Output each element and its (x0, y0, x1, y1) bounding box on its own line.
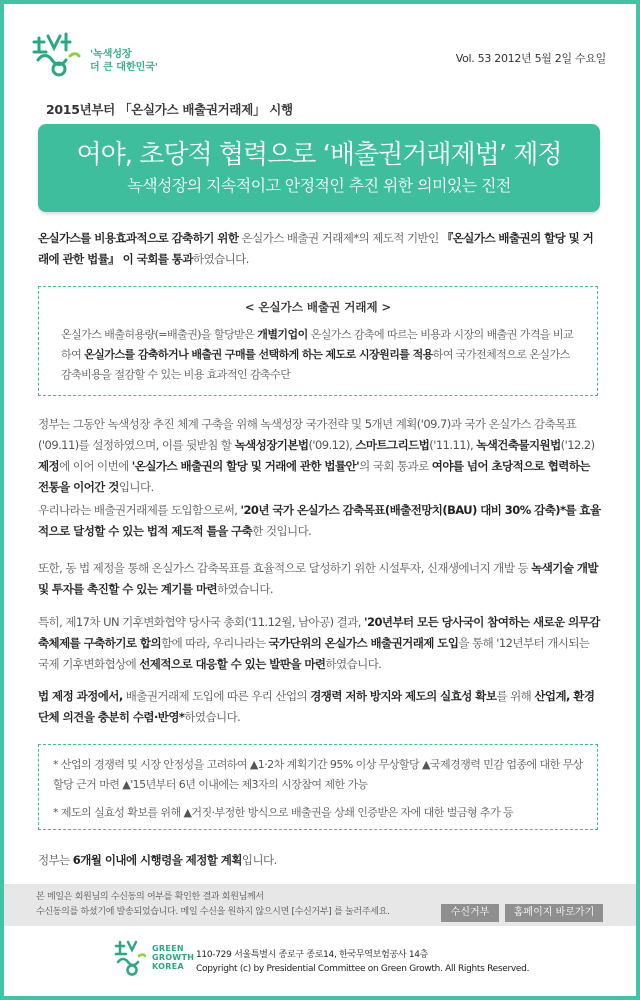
paragraph-international: 특히, 제17차 UN 기후변화협약 당사국 총회('11.12월, 남아공) 결과, '20년부터 모든 당사국이 참여하는 새로운 의무감축체제를 구축하기로 합의함에 따라, 우리나라는 국가단위의 온실가스 배출권거래제 도입을 통해 '12년부터 개시되는 국제 기후변화협상에 선제적으로 대응할 수 있는 발판을 마련하였습니다. (38, 615, 600, 671)
footer-notice-bar (4, 884, 636, 926)
unsubscribe-button[interactable]: 수신거부 (441, 904, 499, 922)
paragraph-legislation: 법 제정 과정에서, 배출권거래제 도입에 따른 우리 산업의 경쟁력 저하 방지와 제도의 실효성 확보를 위해 산업계, 환경단체 의견을 충분히 수렴·반영*하였습니다. (38, 689, 595, 724)
unsubscribe-notice (36, 890, 390, 920)
paragraph-history: 정부는 그동안 녹색성장 추진 체계 구축을 위해 녹색성장 국가전략 및 5개년 계획('09.7)과 국가 온실가스 감축목표 ('09.11)를 설정하였으며, 이를 뒷받침 할 녹색성장기본법('09.12), 스마트그리드법('11.11), 녹색건축물지원법('12.2) 제정에 이어 이번에 '온실가스 배출권의 할당 및 거래에 관한 법률안'의 국회 통과로 여야를 넘어 초당적으로 협력하는 전통을 이어간 것입니다. (38, 417, 595, 494)
headline-subtitle: 녹색성장의 지속적이고 안정적인 추진 위한 의미있는 진전 (127, 176, 511, 195)
intro-heading: 2015년부터 「온실가스 배출권거래제」 시행 (46, 102, 293, 117)
wordmark-line: GREEN (152, 944, 184, 953)
green-growth-logo-icon (26, 28, 86, 78)
wordmark-line: GROWTH (152, 953, 195, 962)
footer-address-block (196, 948, 529, 976)
footnote-box (38, 744, 598, 830)
definition-caption: < 온실가스 배출권 거래제 > (244, 300, 392, 314)
footer-info (4, 926, 636, 996)
footnote: * 산업의 경쟁력 및 시장 안정성을 고려하여 ▲1·2차 계획기간 95% 이상 무상할당 ▲국제경쟁력 민감 업종에 대한 무상할당 근거 마련 ▲'15년부터 6년 이내에는 제3자의 시장참여 제한 가능 (53, 758, 583, 791)
slogan-line: 더 큰 대한민국' (90, 62, 158, 73)
definition-text: 온실가스 배출허용량(=배출권)을 할당받은 개별기업이 온실가스 감축에 따르는 비용과 시장의 배출권 가격을 비교하여 온실가스를 감축하거나 배출권 구매를 선택하게 하는 제도로 시장원리를 적용하여 국가전체적으로 온실가스 감축비용을 절감할 수 있는 비용 효과적인 감축수단 (61, 328, 574, 381)
green-growth-korea-logo-icon (112, 936, 148, 978)
slogan-line: '녹색성장 (90, 49, 132, 60)
notice-line: 본 메일은 회원님의 수신동의 여부를 확인한 결과 회원님께서 (36, 892, 264, 902)
slogan (90, 48, 158, 74)
paragraph-investment: 또한, 동 법 제정을 통해 온실가스 감축목표를 효율적으로 달성하기 위한 시설투자, 신재생에너지 개발 등 녹색기술 개발 및 투자를 촉진할 수 있는 계기를 마련하였습니다. (38, 561, 598, 596)
footnote: * 제도의 실효성 확보를 위해 ▲거짓·부정한 방식으로 배출권을 상쇄 인증받은 자에 대한 벌금형 추가 등 (53, 806, 514, 819)
issue-date: Vol. 53 2012년 5월 2일 수요일 (455, 52, 606, 65)
headline-title: 여야, 초당적 협력으로 ‘배출권거래제법’ 제정 (76, 140, 562, 170)
wordmark-line: KOREA (152, 962, 184, 971)
address: 110-729 서울특별시 종로구 종로14, 한국무역보험공사 14층 (196, 950, 429, 960)
copyright: Copyright (c) by Presidential Committee on Green Growth. All Rights Reserved. (196, 964, 530, 974)
closing-paragraph: 정부는 6개월 이내에 시행령을 제정할 계획입니다. (38, 853, 277, 867)
definition-box (38, 286, 598, 396)
headline-banner (38, 124, 600, 212)
notice-line: 수신동의를 하셨기에 발송되었습니다. 메일 수신을 원하지 않으시면 [수신거부] 를 눌러주세요. (36, 907, 390, 917)
homepage-button[interactable]: 홈페이지 바로가기 (505, 904, 603, 922)
green-growth-korea-wordmark (152, 944, 194, 971)
lead-paragraph: 온실가스를 비용효과적으로 감축하기 위한 온실가스 배출권 거래제*의 제도적 기반인 『온실가스 배출권의 할당 및 거래에 관한 법률』 이 국회를 통과하였습니다. (38, 231, 594, 266)
newsletter-header (24, 26, 616, 86)
paragraph-target: 우리나라는 배출권거래제를 도입함으로써, '20년 국가 온실가스 감축목표(배출전망치(BAU) 대비 30% 감축)*를 효율적으로 달성할 수 있는 법적 제도적 틀을 구축한 것입니다. (38, 503, 601, 538)
